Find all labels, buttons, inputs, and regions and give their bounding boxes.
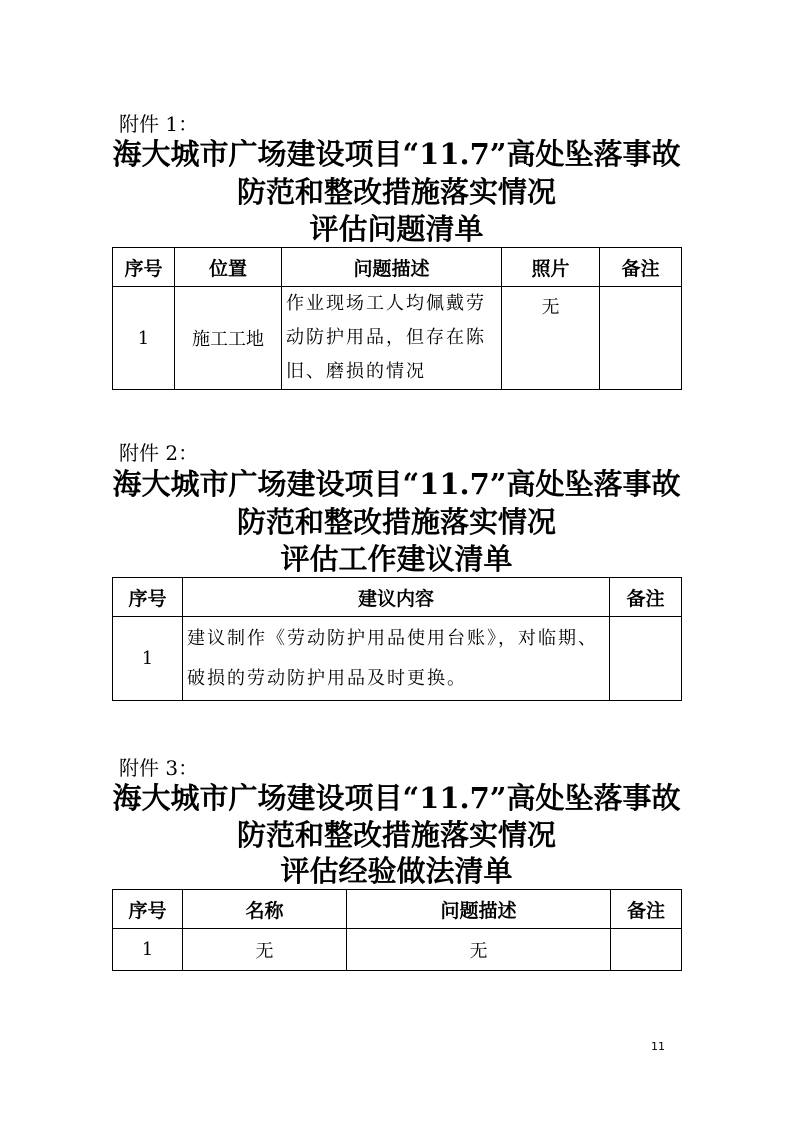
header-location: 位置 — [175, 248, 282, 287]
cell-no: 1 — [113, 617, 183, 701]
header-no: 序号 — [113, 890, 183, 929]
header-content: 建议内容 — [183, 578, 610, 617]
attachment-1-title-line-2: 防范和整改措施落实情况 — [236, 175, 556, 209]
header-name: 名称 — [183, 890, 347, 929]
attachment-3-title-line-2: 防范和整改措施落实情况 — [236, 818, 556, 852]
attachment-3-label: 附件 3： — [119, 756, 199, 780]
table-header-row — [113, 890, 682, 929]
attachment-2-label: 附件 2： — [119, 441, 199, 465]
header-remark: 备注 — [600, 248, 682, 287]
cell-no: 1 — [113, 287, 175, 390]
practice-list-table — [112, 889, 682, 971]
cell-location: 施工工地 — [175, 287, 282, 390]
cell-remark — [610, 617, 682, 701]
page-number: 11 — [651, 1040, 665, 1053]
header-remark: 备注 — [611, 890, 682, 929]
attachment-3-title-line-3: 评估经验做法清单 — [280, 854, 513, 888]
cell-remark — [600, 287, 682, 390]
table-row — [113, 287, 682, 390]
problem-list-table — [112, 247, 682, 390]
header-description: 问题描述 — [282, 248, 502, 287]
cell-photo: 无 — [502, 287, 600, 390]
cell-content: 建议制作《劳动防护用品使用台账》，对临期、破损的劳动防护用品及时更换。 — [183, 617, 610, 701]
table-row — [113, 929, 682, 971]
suggestion-list-table — [112, 577, 682, 701]
header-no: 序号 — [113, 248, 175, 287]
table-row — [113, 617, 682, 701]
header-remark: 备注 — [610, 578, 682, 617]
attachment-1-label: 附件 1： — [119, 112, 199, 136]
attachment-2-title-line-2: 防范和整改措施落实情况 — [236, 505, 556, 539]
attachment-3-title-line-1: 海大城市广场建设项目“11.7”高处坠落事故 — [112, 781, 681, 815]
cell-description: 无 — [347, 929, 611, 971]
attachment-1-title-line-1: 海大城市广场建设项目“11.7”高处坠落事故 — [112, 137, 681, 171]
cell-description: 作业现场工人均佩戴劳动防护用品，但存在陈旧、磨损的情况 — [282, 287, 502, 390]
header-description: 问题描述 — [347, 890, 611, 929]
header-no: 序号 — [113, 578, 183, 617]
cell-no: 1 — [113, 929, 183, 971]
header-photo: 照片 — [502, 248, 600, 287]
cell-name: 无 — [183, 929, 347, 971]
cell-remark — [611, 929, 682, 971]
table-header-row — [113, 578, 682, 617]
attachment-2-title-line-1: 海大城市广场建设项目“11.7”高处坠落事故 — [112, 467, 681, 501]
attachment-2-title-line-3: 评估工作建议清单 — [280, 542, 513, 576]
attachment-1-title-line-3: 评估问题清单 — [309, 212, 484, 246]
table-header-row — [113, 248, 682, 287]
